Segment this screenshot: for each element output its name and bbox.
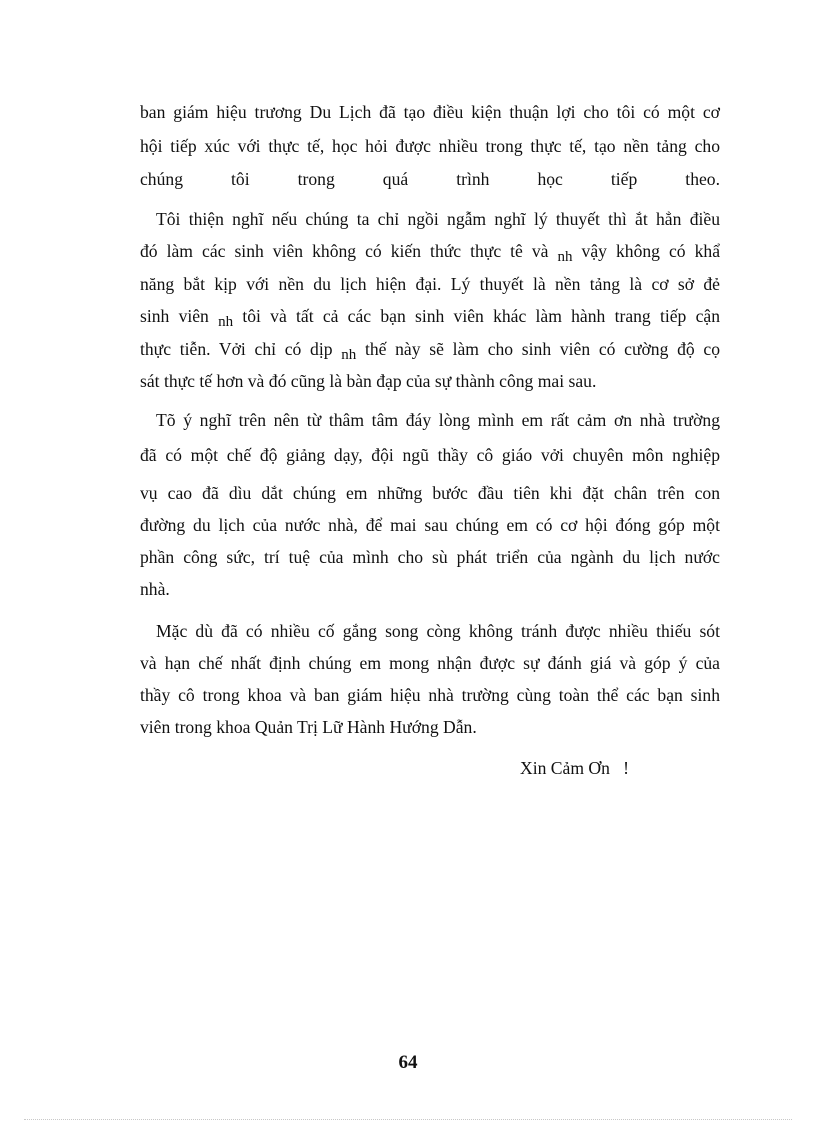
text-line: và hạn chế nhất định chúng em mong nhận được sự đánh giá và góp ý của xyxy=(140,653,720,673)
text-line: ban giám hiệu trương Du Lịch đã tạo điều kiện thuận lợi cho tôi có một cơ xyxy=(140,102,720,122)
text-line: năng bắt kịp với nền du lịch hiện đại. Lý thuyết là nền tảng là cơ sở đẻ xyxy=(140,274,720,294)
text-fragment: sinh viên xyxy=(140,306,209,326)
text-line: hội tiếp xúc với thực tế, học hỏi được nhiều trong thực tế, tạo nền tảng cho xyxy=(140,136,720,156)
text-line: đường du lịch của nước nhà, để mai sau chúng em có cơ hội đóng góp một xyxy=(140,515,720,535)
text-line xyxy=(140,304,720,328)
text-line: Tõ ý nghĩ trên nên từ thâm tâm đáy lòng mình em rất cảm ơn nhà trường xyxy=(156,410,720,430)
text-line: thầy cô trong khoa và ban giám hiệu nhà trường cùng toàn thể các bạn sinh xyxy=(140,685,720,705)
page-number: 64 xyxy=(398,1052,418,1073)
text-line: phần công sức, trí tuệ của mình cho sù phát triển của ngành du lịch nước xyxy=(140,547,720,567)
page-bottom-divider xyxy=(24,1119,792,1120)
text-line: vụ cao đã dìu dắt chúng em những bước đầu tiên khi đặt chân trên con xyxy=(140,483,720,503)
text-line: chúng tôi trong quá trình học tiếp theo. xyxy=(140,169,720,189)
text-line xyxy=(140,239,720,263)
text-line xyxy=(140,337,720,361)
text-line: sát thực tế hơn và đó cũng là bàn đạp của sự thành công mai sau. xyxy=(140,371,597,391)
subscript-fragment: nh xyxy=(341,347,357,363)
text-line: Mặc dù đã có nhiều cố gắng song còng không tránh được nhiều thiếu sót xyxy=(156,621,720,641)
subscript-fragment: nh xyxy=(218,314,234,330)
text-line: Tôi thiện nghĩ nếu chúng ta chỉ ngồi ngẫm nghĩ lý thuyết thì ắt hẳn điều xyxy=(156,209,720,229)
text-fragment: tôi và tất cả các bạn sinh viên khác làm hành trang tiếp cận xyxy=(242,306,720,326)
closing-thanks: Xin Cảm Ơn ! xyxy=(520,758,629,778)
text-fragment: thế này sẽ làm cho sinh viên có cường độ cọ xyxy=(364,339,720,359)
text-line: đã có một chế độ giảng dạy, đội ngũ thầy cô giáo vởi chuyên môn nghiệp xyxy=(140,445,720,465)
text-line: viên trong khoa Quản Trị Lữ Hành Hướng Dẫn. xyxy=(140,717,477,737)
text-fragment: thực tiễn. Vởi chỉ có dịp xyxy=(140,339,333,359)
text-line: nhà. xyxy=(140,579,170,599)
subscript-fragment: nh xyxy=(557,249,573,265)
text-fragment: đó làm các sinh viên không có kiến thức thực tê và xyxy=(140,241,549,261)
text-fragment: vậy không có khẩ xyxy=(581,241,721,261)
